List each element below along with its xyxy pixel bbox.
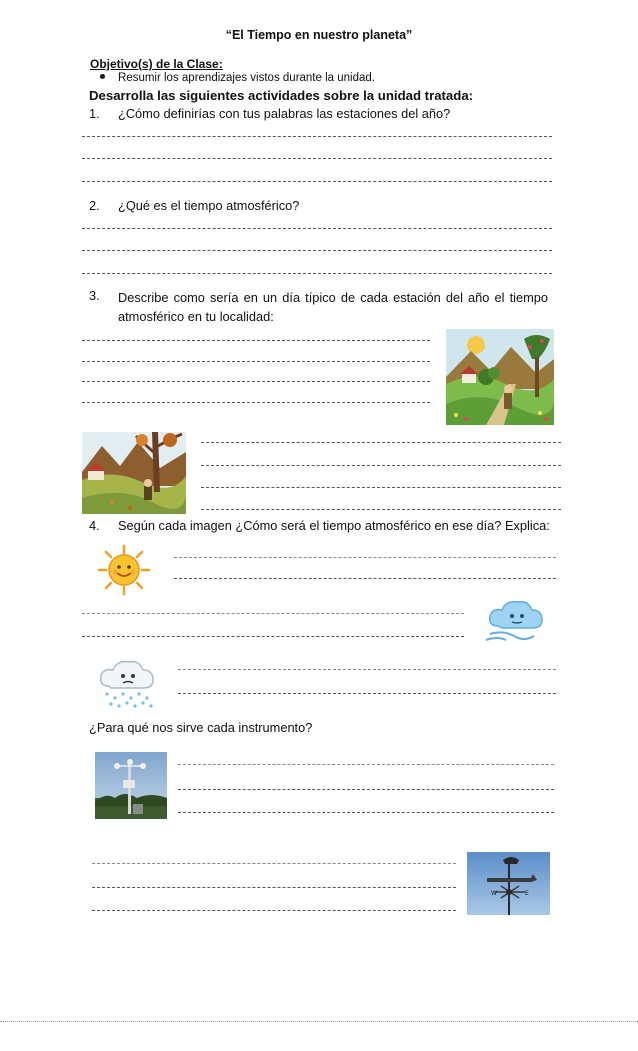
windy-cloud-icon [484, 596, 548, 644]
answer-line[interactable] [178, 812, 554, 813]
answer-line[interactable] [82, 228, 552, 229]
answer-line[interactable] [178, 693, 556, 694]
answer-line[interactable] [178, 764, 554, 765]
objective-text: Resumir los aprendizajes vistos durante la unidad. [118, 72, 375, 84]
svg-text:W: W [491, 890, 497, 897]
answer-line[interactable] [82, 636, 464, 637]
anemometer-photo [95, 752, 167, 819]
autumn-landscape-image [82, 432, 186, 514]
question-2-number: 2. [89, 198, 100, 213]
answer-line[interactable] [82, 402, 430, 403]
answer-line[interactable] [82, 250, 552, 251]
weathervane-photo [467, 852, 550, 915]
answer-line[interactable] [92, 910, 456, 911]
spring-landscape-image [446, 329, 554, 425]
answer-line[interactable] [82, 273, 552, 274]
answer-line[interactable] [82, 381, 430, 382]
bullet-icon [100, 74, 105, 79]
answer-line[interactable] [178, 669, 556, 670]
sun-icon [95, 544, 153, 596]
question-2-text: ¿Qué es el tiempo atmosférico? [118, 198, 300, 213]
answer-line[interactable] [82, 340, 430, 341]
answer-line[interactable] [174, 578, 556, 579]
answer-line[interactable] [174, 557, 556, 558]
question-1-text: ¿Cómo definirías con tus palabras las estaciones del año? [118, 106, 451, 121]
question-1-number: 1. [89, 106, 100, 121]
question-3-text: Describe como sería en un día típico de cada estación del año el tiempo atmosférico en tu localidad: [118, 290, 548, 324]
question-4-text: Según cada imagen ¿Cómo será el tiempo atmosférico en ese día? Explica: [118, 518, 550, 533]
answer-line[interactable] [82, 158, 552, 159]
answer-line[interactable] [82, 361, 430, 362]
rain-cloud-icon [97, 656, 159, 710]
answer-line[interactable] [82, 613, 464, 614]
svg-text:E: E [525, 890, 529, 897]
page-bottom-divider [0, 1021, 638, 1022]
objective-bullet [100, 72, 375, 84]
question-3-number: 3. [89, 288, 100, 303]
answer-line[interactable] [201, 465, 561, 466]
instructions: Desarrolla las siguientes actividades sobre la unidad tratada: [89, 88, 474, 103]
answer-line[interactable] [201, 442, 561, 443]
answer-line[interactable] [201, 487, 561, 488]
instrument-question: ¿Para qué nos sirve cada instrumento? [89, 720, 313, 735]
answer-line[interactable] [82, 136, 552, 137]
answer-line[interactable] [92, 887, 456, 888]
page-title: “El Tiempo en nuestro planeta” [225, 28, 413, 42]
answer-line[interactable] [201, 509, 561, 510]
question-4-number: 4. [89, 518, 100, 533]
answer-line[interactable] [92, 863, 456, 864]
answer-line[interactable] [178, 789, 554, 790]
objective-label: Objetivo(s) de la Clase: [90, 57, 223, 71]
answer-line[interactable] [82, 181, 552, 182]
